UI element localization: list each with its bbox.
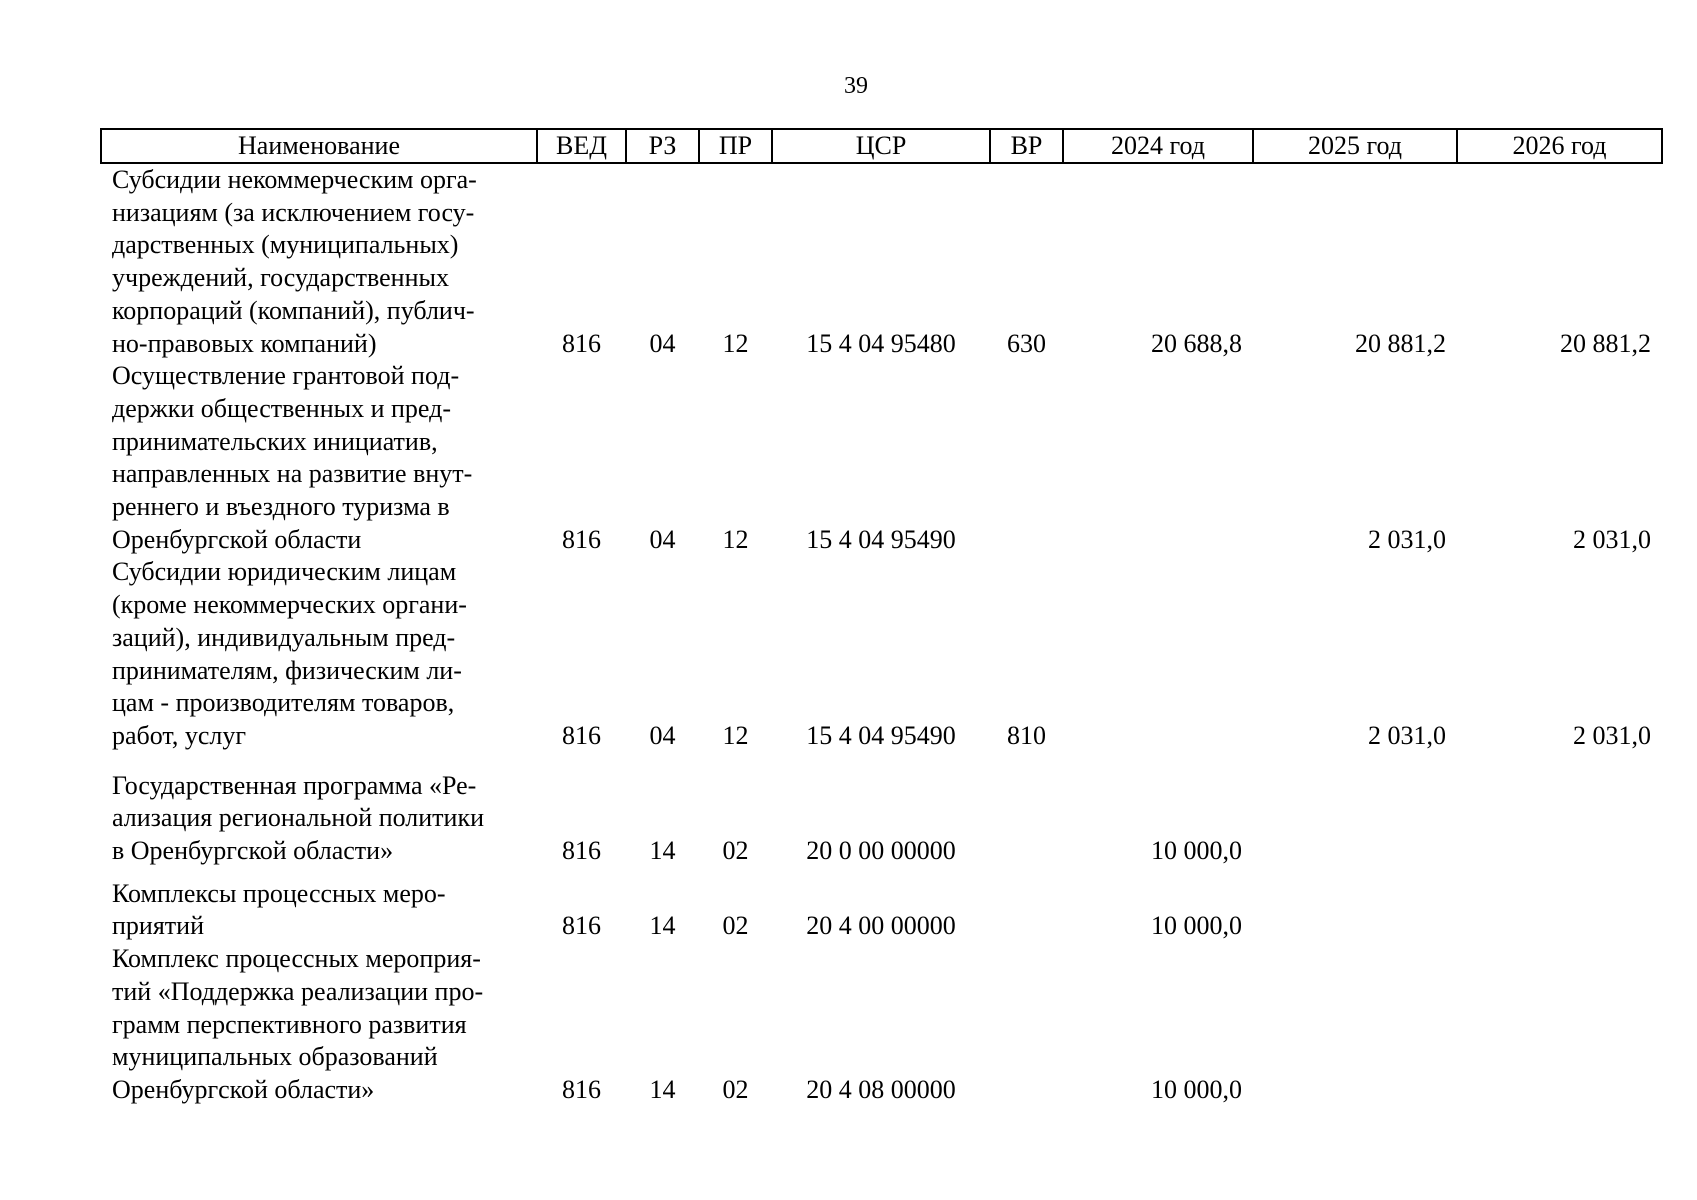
row-rz: 14 bbox=[649, 1074, 676, 1104]
name-line: дарственных (муниципальных) bbox=[112, 230, 459, 260]
row-ved: 816 bbox=[562, 836, 601, 866]
table-row bbox=[101, 868, 1662, 943]
table-row bbox=[101, 360, 1662, 556]
row-2024: 10 000,0 bbox=[1151, 836, 1242, 866]
name-line: направленных на развитие внут- bbox=[112, 459, 473, 489]
row-2025 bbox=[1253, 943, 1457, 1107]
row-2026 bbox=[1457, 943, 1662, 1107]
name-line: грамм перспективного развития bbox=[112, 1009, 467, 1039]
row-rz: 04 bbox=[649, 720, 676, 750]
row-2024 bbox=[1063, 360, 1253, 556]
name-line: приятий bbox=[112, 911, 204, 941]
name-line: реннего и въездного туризма в bbox=[112, 492, 450, 522]
row-ved: 816 bbox=[562, 328, 601, 358]
name-line: Субсидии юридическим лицам bbox=[112, 557, 457, 587]
name-line: ализация региональной политики bbox=[112, 803, 484, 833]
row-name bbox=[101, 163, 537, 360]
name-line: в Оренбургской области» bbox=[112, 836, 394, 866]
header-2024: 2024 год bbox=[1063, 129, 1253, 163]
name-line: Субсидии некоммерческим орга- bbox=[112, 165, 477, 194]
row-name bbox=[101, 360, 537, 556]
name-line: принимателям, физическим ли- bbox=[112, 655, 462, 685]
name-line: муниципальных образований bbox=[112, 1042, 438, 1072]
table-row bbox=[101, 163, 1662, 360]
row-rz: 14 bbox=[649, 911, 676, 941]
table-header bbox=[101, 129, 1662, 163]
row-rz: 14 bbox=[649, 836, 676, 866]
name-line: Осуществление грантовой под- bbox=[112, 361, 460, 391]
row-rz: 04 bbox=[649, 328, 676, 358]
row-2024: 10 000,0 bbox=[1151, 1074, 1242, 1104]
name-line: корпораций (компаний), публич- bbox=[112, 295, 475, 325]
row-2026: 2 031,0 bbox=[1573, 524, 1651, 554]
row-2025: 2 031,0 bbox=[1368, 720, 1446, 750]
name-line: Оренбургской области bbox=[112, 524, 362, 554]
row-2025 bbox=[1253, 753, 1457, 868]
row-vr bbox=[990, 943, 1063, 1107]
row-pr: 12 bbox=[722, 328, 749, 358]
row-vr bbox=[990, 360, 1063, 556]
row-2026 bbox=[1457, 868, 1662, 943]
row-2026: 2 031,0 bbox=[1573, 720, 1651, 750]
header-ved: ВЕД bbox=[537, 129, 626, 163]
name-line: заций), индивидуальным пред- bbox=[112, 622, 456, 652]
row-csr: 15 4 04 95490 bbox=[806, 524, 956, 554]
name-line: Комплекс процессных мероприя- bbox=[112, 944, 481, 974]
row-2025: 2 031,0 bbox=[1368, 524, 1446, 554]
name-line: тий «Поддержка реализации про- bbox=[112, 976, 484, 1006]
header-2026: 2026 год bbox=[1457, 129, 1662, 163]
row-name bbox=[101, 868, 537, 943]
row-2024 bbox=[1063, 556, 1253, 752]
row-ved: 816 bbox=[562, 524, 601, 554]
row-2024: 20 688,8 bbox=[1151, 328, 1242, 358]
name-line: (кроме некоммерческих органи- bbox=[112, 590, 467, 620]
row-2025: 20 881,2 bbox=[1355, 328, 1446, 358]
name-line: учреждений, государственных bbox=[112, 263, 449, 293]
row-pr: 02 bbox=[722, 836, 749, 866]
row-name bbox=[101, 753, 537, 868]
row-csr: 15 4 04 95490 bbox=[806, 720, 956, 750]
header-2025: 2025 год bbox=[1253, 129, 1457, 163]
row-pr: 12 bbox=[722, 720, 749, 750]
name-line: низациям (за исключением госу- bbox=[112, 197, 475, 227]
row-vr bbox=[990, 753, 1063, 868]
name-line: Государственная программа «Ре- bbox=[112, 770, 477, 800]
name-line: принимательских инициатив, bbox=[112, 426, 438, 456]
header-row bbox=[101, 129, 1662, 163]
row-csr: 20 4 00 00000 bbox=[806, 911, 956, 941]
row-vr: 810 bbox=[1007, 720, 1046, 750]
name-line: Комплексы процессных меро- bbox=[112, 878, 446, 908]
header-vr: ВР bbox=[990, 129, 1063, 163]
header-rz: РЗ bbox=[626, 129, 699, 163]
row-pr: 02 bbox=[722, 1074, 749, 1104]
row-ved: 816 bbox=[562, 1074, 601, 1104]
header-pr: ПР bbox=[699, 129, 772, 163]
name-line: цам - производителям товаров, bbox=[112, 688, 455, 718]
table-body bbox=[101, 163, 1662, 1107]
row-ved: 816 bbox=[562, 720, 601, 750]
budget-table-container bbox=[100, 128, 1651, 1107]
name-line: держки общественных и пред- bbox=[112, 393, 451, 423]
row-csr: 20 4 08 00000 bbox=[806, 1074, 956, 1104]
row-name bbox=[101, 943, 537, 1107]
row-csr: 15 4 04 95480 bbox=[806, 328, 956, 358]
name-line: работ, услуг bbox=[112, 720, 247, 750]
table-row bbox=[101, 943, 1662, 1107]
row-pr: 12 bbox=[722, 524, 749, 554]
table-row bbox=[101, 556, 1662, 752]
row-2025 bbox=[1253, 868, 1457, 943]
row-pr: 02 bbox=[722, 911, 749, 941]
row-vr bbox=[990, 868, 1063, 943]
budget-table bbox=[100, 128, 1663, 1107]
row-csr: 20 0 00 00000 bbox=[806, 836, 956, 866]
row-name bbox=[101, 556, 537, 752]
page-number: 39 bbox=[844, 73, 868, 99]
header-csr: ЦСР bbox=[772, 129, 990, 163]
name-line: но-правовых компаний) bbox=[112, 328, 377, 358]
row-ved: 816 bbox=[562, 911, 601, 941]
table-row bbox=[101, 753, 1662, 868]
row-rz: 04 bbox=[649, 524, 676, 554]
row-vr: 630 bbox=[1007, 328, 1046, 358]
row-2024: 10 000,0 bbox=[1151, 911, 1242, 941]
name-line: Оренбургской области» bbox=[112, 1074, 375, 1104]
header-name: Наименование bbox=[101, 129, 537, 163]
row-2026: 20 881,2 bbox=[1560, 328, 1651, 358]
row-2026 bbox=[1457, 753, 1662, 868]
